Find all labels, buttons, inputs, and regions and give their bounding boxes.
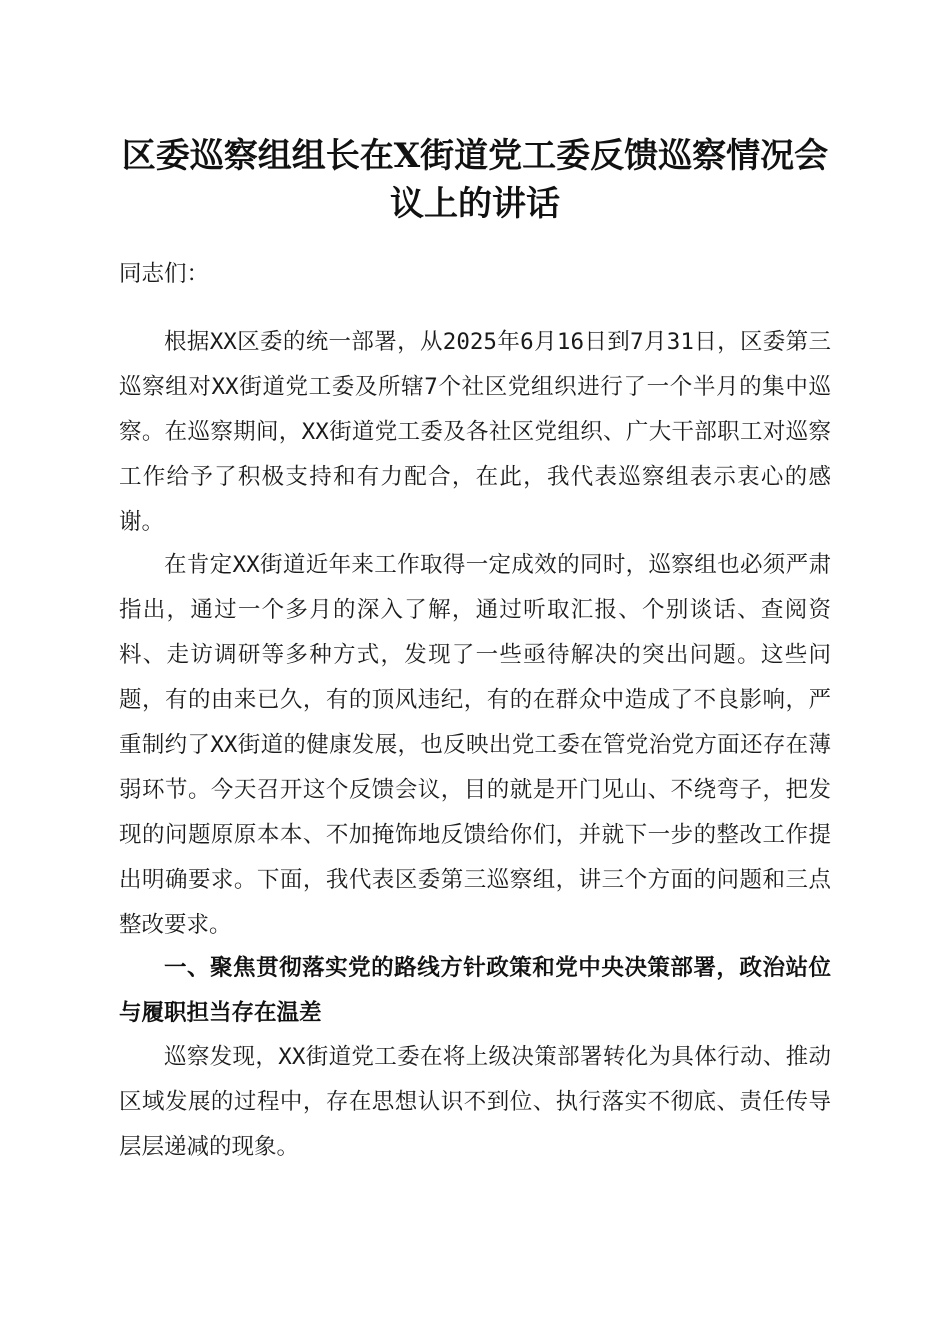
paragraph-findings-overview: 在肯定XX街道近年来工作取得一定成效的同时，巡察组也必须严肃指出，通过一个多月的深入了解，通过听取汇报、个别谈话、查阅资料、走访调研等多种方式，发现了一些亟待解决的突出问题。这些问题，有的由来已久，有的顶风违纪，有的在群众中造成了不良影响，严重制约了XX街道的健康发展，也反映出党工委在管党治党方面还存在薄弱环节。今天召开这个反馈会议，目的就是开门见山、不绕弯子，把发现的问题原原本本、不加掩饰地反馈给你们，并就下一步的整改工作提出明确要求。下面，我代表区委第三巡察组，讲三个方面的问题和三点整改要求。 (119, 552, 831, 938)
section-heading-1: 一、聚焦贯彻落实党的路线方针政策和党中央决策部署，政治站位与履职担当存在温差 (119, 955, 831, 1026)
paragraph-intro: 根据XX区委的统一部署，从2025年6月16日到7月31日，区委第三巡察组对XX街道党工委及所辖7个社区党组织进行了一个半月的集中巡察。在巡察期间，XX街道党工委及各社区党组织、广大干部职工对巡察工作给予了积极支持和有力配合，在此，我代表巡察组表示衷心的感谢。 (119, 329, 831, 535)
greeting: 同志们： (119, 261, 210, 287)
section-1-paragraph: 巡察发现，XX街道党工委在将上级决策部署转化为具体行动、推动区域发展的过程中，存在思想认识不到位、执行落实不彻底、责任传导层层递减的现象。 (119, 1044, 831, 1160)
document-title: 区委巡察组组长在X街道党工委反馈巡察情况会议上的讲话 (121, 136, 829, 224)
